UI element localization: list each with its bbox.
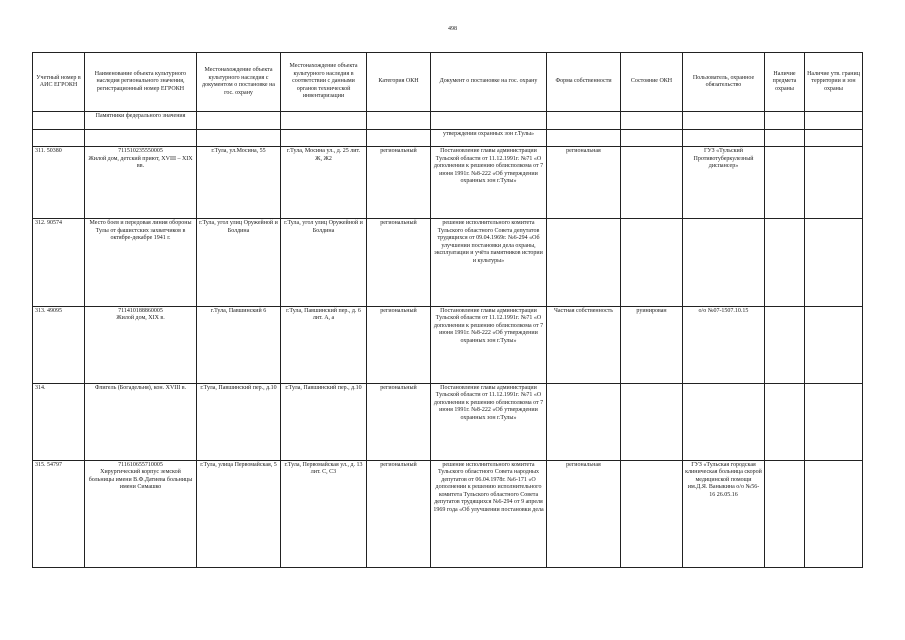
category: региональный [367, 147, 431, 219]
subheader-row [33, 112, 863, 130]
protection-document: решение исполнительного комитета Тульского областного Совета народных депутатов от 06.04.1978г. №6-171 «О дополнении к решению исполнительного комитета Тульского областного Совета депутатов трудящихся №6-294 от 9 апреля 1969 года «Об улучшении постановки дела [431, 460, 547, 567]
user: ГУЗ «Тульский Противотуберкулезный диспансер» [683, 147, 765, 219]
state [621, 460, 683, 567]
object-name: Хирургический корпус земской больницы имени В.Ф.Датиева больницы имени Симашко [88, 469, 193, 491]
header-cell: Местонахождение объекта культурного наследия с документом о постановке на гос. охрану [197, 53, 281, 112]
registry-number: 711410188860005 [118, 307, 163, 314]
object-name: Жилой дом, детский приют, XVIII – XIX вв. [88, 155, 193, 170]
ais-number: 54797 [47, 461, 62, 468]
header-cell: Пользователь, охранное обязательство [683, 53, 765, 112]
header-row [33, 53, 863, 112]
location-inventory: г.Тула, Павшинский пер., д. 6 лит. А, а [281, 306, 367, 383]
protection-subject [765, 219, 805, 306]
user: о/о №07-1507.10.15 [683, 306, 765, 383]
object-name: Место боев и передовая линия обороны Тулы от фашистских захватчиков в октябре-декабре 1941 г. [89, 220, 192, 242]
ownership [547, 383, 621, 460]
state [621, 219, 683, 306]
protection-subject [765, 147, 805, 219]
continuation-row [33, 130, 863, 147]
ais-number: 49095 [47, 307, 62, 314]
state: руинирован [621, 306, 683, 383]
header-cell: Категория ОКН [367, 53, 431, 112]
user: ГУЗ «Тульская городская клиническая больница скорой медицинской помощи им.Д.Я. Ваныкина о/о №56-16 26.05.16 [683, 460, 765, 567]
category: региональный [367, 460, 431, 567]
row-number: 315. [35, 461, 46, 468]
header-cell: Наличие предмета охраны [765, 53, 805, 112]
section-subheader: Памятники федерального значения [85, 112, 197, 130]
table-row [33, 147, 863, 219]
object-name: Флигель (Богадельня), кон. XVIII в. [94, 384, 187, 391]
header-cell: Наличие утв. границ территории и зон охраны [805, 53, 863, 112]
location-inventory: г.Тула, Мосина ул., д. 25 лит. Ж, Ж2 [281, 147, 367, 219]
row-number: 314. [35, 384, 46, 391]
row-number: 313. [35, 307, 46, 314]
borders [805, 383, 863, 460]
page-number: 498 [448, 26, 457, 32]
header-cell: Наименование объекта культурного наследия регионального значения, регистрационный номер ЕГРОКН [85, 53, 197, 112]
ais-number: 90574 [47, 220, 62, 227]
location-inventory: г.Тула, угол улиц Оружейной и Болдина [281, 219, 367, 306]
header-cell: Документ о постановке на гос. охрану [431, 53, 547, 112]
protection-document: Постановление главы администрации Тульской области от 11.12.1991г. №71 «О дополнении к решению облисполкома от 7 июня 1991г. №8-222 «Об утверждении охранных зон г.Тулы» [431, 147, 547, 219]
header-cell: Учетный номер в АИС ЕГРОКН [33, 53, 85, 112]
category: региональный [367, 383, 431, 460]
category: региональный [367, 219, 431, 306]
table-row [33, 383, 863, 460]
table-row [33, 460, 863, 567]
location-doc: г.Тула, Павшинский пер., д.10 [197, 383, 281, 460]
borders [805, 147, 863, 219]
registry-number: 711610655710005 [118, 461, 163, 468]
document-continuation: утверждении охранных зон г.Тулы» [431, 130, 547, 147]
location-inventory: г.Тула, Первомайская ул., д. 13 лит. С, С3 [281, 460, 367, 567]
header-cell: Состояние ОКН [621, 53, 683, 112]
protection-document: решение исполнительного комитета Тульского областного Совета депутатов трудящихся от 09.04.1969г. №6-294 «Об улучшении постановки дела охраны, эксплуатации и учёта памятников истории и культуры» [431, 219, 547, 306]
state [621, 147, 683, 219]
borders [805, 306, 863, 383]
ais-number: 50380 [46, 148, 62, 155]
ownership [547, 219, 621, 306]
borders [805, 219, 863, 306]
location-doc: г.Тула, Павшинский 6 [197, 306, 281, 383]
location-doc: г.Тула, ул.Мосина, 55 [197, 147, 281, 219]
user [683, 219, 765, 306]
table-row [33, 219, 863, 306]
ownership: региональная [547, 147, 621, 219]
registry-number: 711510235550005 [118, 148, 163, 155]
user [683, 383, 765, 460]
protection-subject [765, 383, 805, 460]
row-number: 312. [35, 220, 46, 227]
row-number: 311. [35, 148, 46, 155]
location-doc: г.Тула, улица Первомайская, 5 [197, 460, 281, 567]
heritage-register-table [32, 52, 863, 568]
table-row [33, 306, 863, 383]
location-doc: г.Тула, угол улиц Оружейной и Болдина [197, 219, 281, 306]
category: региональный [367, 306, 431, 383]
state [621, 383, 683, 460]
object-name: Жилой дом, XIX в. [116, 315, 165, 322]
protection-document: Постановление главы администрации Тульской области от 11.12.1991г. №71 «О дополнении к решению облисполкома от 7 июня 1991г. №8-222 «Об утверждении охранных зон г.Тулы» [431, 306, 547, 383]
ownership: региональная [547, 460, 621, 567]
borders [805, 460, 863, 567]
protection-subject [765, 460, 805, 567]
header-cell: Местонахождение объекта культурного наследия в соответствии с данными органов технической инвентаризации [281, 53, 367, 112]
ownership: Частная собственность [547, 306, 621, 383]
location-inventory: г.Тула, Павшинский пер., д.10 [281, 383, 367, 460]
protection-subject [765, 306, 805, 383]
protection-document: Постановление главы администрации Тульской области от 11.12.1991г. №71 «О дополнении к решению облисполкома от 7 июня 1991г. №8-222 «Об утверждении охранных зон г.Тулы» [431, 383, 547, 460]
header-cell: Форма собственности [547, 53, 621, 112]
